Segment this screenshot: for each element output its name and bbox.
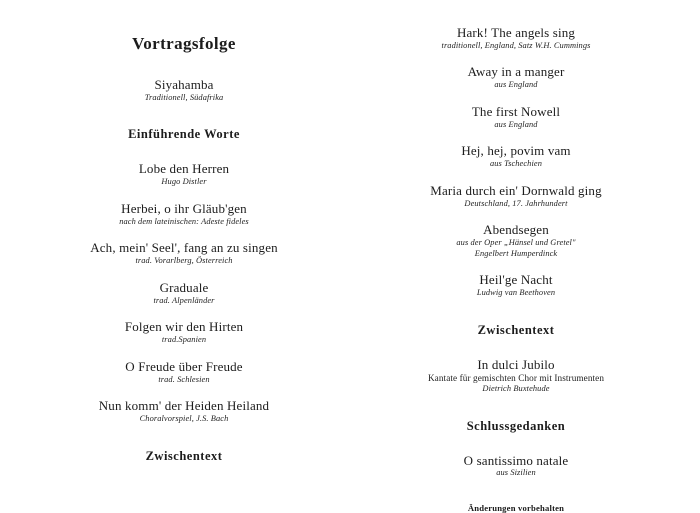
piece-subtitle: trad. Schlesien (158, 374, 210, 384)
footer-note: Änderungen vorbehalten (467, 502, 565, 513)
program-piece (368, 358, 664, 395)
program-piece (40, 202, 328, 227)
piece-subtitle: aus England (494, 80, 538, 90)
program-piece (368, 65, 664, 90)
page-title: Vortragsfolge (132, 34, 236, 53)
piece-title: Herbei, o ihr Gläub'gen (121, 200, 247, 216)
program-piece (40, 162, 328, 187)
piece-title: Lobe den Herren (138, 161, 230, 177)
piece-title: Nun komm' der Heiden Heiland (98, 398, 270, 414)
piece-subtitle: Dietrich Buxtehude (482, 384, 550, 393)
piece-subtitle: Engelbert Humperdinck (474, 248, 558, 258)
piece-title: Hej, hej, povim vam (461, 143, 571, 159)
program-piece (368, 26, 664, 51)
program-piece (40, 241, 328, 266)
piece-title: O santissimo natale (463, 452, 569, 468)
piece-subtitle: aus Tschechien (489, 159, 543, 169)
program-piece (368, 223, 664, 259)
piece-title: The first Nowell (471, 103, 561, 119)
piece-title: Heil'ge Nacht (479, 272, 553, 288)
piece-title: Graduale (159, 279, 209, 295)
program-piece (40, 320, 328, 345)
program-piece (40, 360, 328, 385)
piece-title: Siyahamba (154, 77, 214, 92)
piece-subtitle: Ludwig van Beethoven (476, 288, 556, 298)
program-piece (368, 144, 664, 169)
left-column (18, 10, 350, 487)
piece-subtitle: Traditionell, Südafrika (144, 92, 224, 102)
piece-title: O Freude über Freude (125, 358, 243, 374)
section-heading: Einführende Worte (128, 127, 240, 142)
piece-subtitle: trad. Vorarlberg, Österreich (135, 256, 233, 266)
right-column (350, 10, 682, 513)
piece-title: Ach, mein' Seel', fang an zu singen (90, 240, 278, 256)
program-piece (368, 273, 664, 298)
piece-subtitle: trad.Spanien (161, 335, 207, 345)
piece-title: Away in a manger (467, 64, 565, 80)
piece-title: In dulci Jubilo (477, 356, 555, 372)
section-heading: Schlussgedanken (466, 418, 566, 433)
right-column-items (368, 26, 664, 479)
piece-title: Folgen wir den Hirten (124, 319, 244, 335)
left-column-items (40, 78, 328, 464)
piece-subtitle: nach dem lateinischen: Adeste fideles (119, 216, 249, 226)
piece-subtitle: Choralvorspiel, J.S. Bach (139, 414, 229, 423)
program-piece (368, 454, 664, 479)
piece-subtitle: trad. Alpenländer (153, 295, 215, 305)
piece-title: Abendsegen (483, 222, 549, 238)
piece-subtitle: aus Sizilien (496, 468, 536, 478)
section-heading: Zwischentext (145, 448, 223, 463)
piece-subtitle: Hugo Distler (161, 177, 207, 187)
program-piece (40, 281, 328, 306)
piece-subtitle: traditionell, England, Satz W.H. Cummings (441, 40, 591, 50)
piece-subtitle: aus England (494, 119, 538, 129)
program-piece (368, 184, 664, 209)
piece-subtitle: Deutschland, 17. Jahrhundert (464, 198, 568, 208)
program-piece (40, 78, 328, 103)
program-piece (40, 399, 328, 424)
piece-subtitle: Kantate für gemischten Chor mit Instrumenten (427, 372, 605, 383)
section-heading: Zwischentext (477, 322, 555, 337)
piece-title: Hark! The angels sing (456, 25, 576, 40)
program-piece (368, 105, 664, 130)
piece-subtitle: aus der Oper „Hänsel und Gretel" (456, 238, 576, 248)
piece-title: Maria durch ein' Dornwald ging (430, 182, 602, 198)
